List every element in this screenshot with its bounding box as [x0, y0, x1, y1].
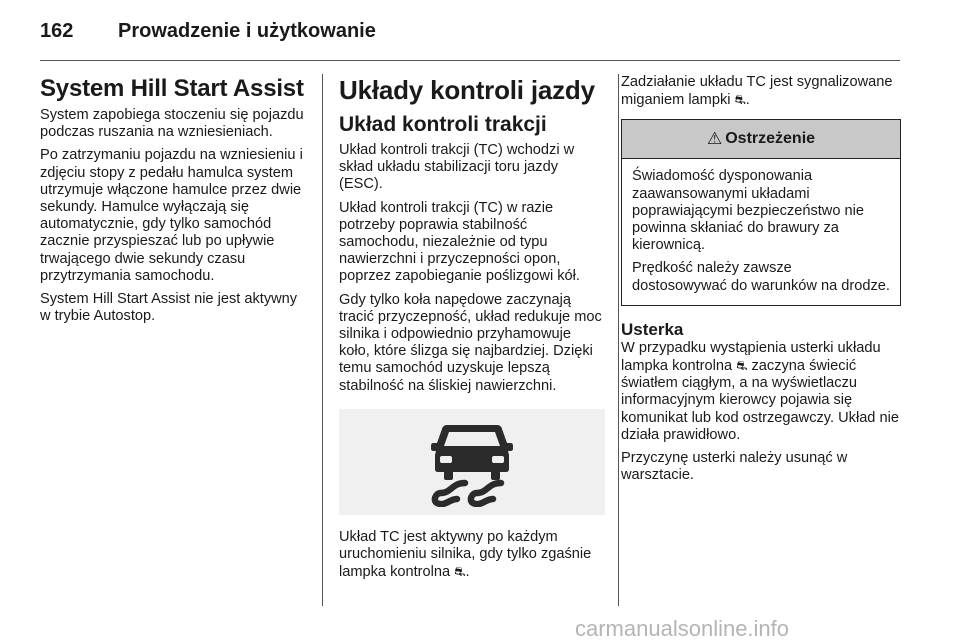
fault-text: zaczyna świecić światłem ciągłym, a na wyświetlaczu informacyjnym kierowcy pojawia się komunikat lub kod ostrzegawczy. Układ nie działa prawidłowo. — [621, 358, 899, 443]
column-left — [40, 74, 304, 331]
warning-box — [621, 119, 901, 305]
fault-text: W przypadku wystąpienia usterki układu lampka kontrolna — [621, 339, 881, 375]
warning-icon: ⚠ — [706, 129, 723, 149]
section-title: Układy kontroli jazdy — [339, 75, 595, 105]
traction-control-icon: ⛐ — [454, 564, 466, 580]
paragraph: System zapobiega stoczeniu się pojazdu podczas ruszania na wzniesieniach. — [40, 107, 304, 141]
traction-control-icon — [427, 417, 517, 507]
warning-header — [622, 120, 900, 159]
paragraph — [621, 74, 901, 109]
traction-control-heading: Układ kontroli trakcji — [339, 113, 547, 136]
warning-title: Ostrzeżenie — [725, 130, 816, 148]
paragraph — [621, 340, 901, 444]
paragraph: Układ kontroli trakcji (TC) w razie potrzeby poprawia stabilność samochodu, niezależnie od typu nawierzchni i przyczepności opon, poprzez zapobieganie poślizgowi kół. — [339, 199, 580, 285]
paragraph: Układ kontroli trakcji (TC) wchodzi w skład układu stabilizacji toru jazdy (ESC). — [339, 142, 575, 193]
tc-intro-text: Zadziałanie układu TC jest sygnalizowane miganiem lampki — [621, 74, 893, 109]
paragraph: Prędkość należy zawsze dostosowywać do warunków na drodze. — [632, 260, 890, 294]
tc-active-text: Układ TC jest aktywny po każdym uruchomieniu silnika, gdy tylko zgaśnie lampka kontrolna — [339, 528, 592, 581]
paragraph: Świadomość dysponowania zaawansowanymi układami poprawiającymi bezpieczeństwo nie powinna skłaniać do brawury za kierownicą. — [632, 168, 864, 254]
column-middle — [339, 74, 605, 587]
traction-control-figure — [339, 409, 605, 515]
paragraph: Gdy tylko koła napędowe zaczynają tracić przyczepność, układ redukuje moc silnika i odpowiednio przyhamowuje koło, które ślizga się najbardziej. Dzięki temu samochód uzyskuje lepszą stabilność na śliskiej nawierzchni. — [339, 291, 602, 394]
warning-body — [622, 159, 900, 304]
paragraph: Przyczynę usterki należy usunąć w warsztacie. — [621, 450, 848, 484]
page-number: 162 — [40, 19, 74, 42]
watermark: carmanualsonline.info — [575, 616, 790, 641]
period: . — [745, 92, 750, 109]
hill-start-heading: System Hill Start Assist — [40, 75, 304, 102]
paragraph — [339, 529, 605, 582]
traction-control-icon: ⛐ — [736, 358, 748, 374]
fault-heading: Usterka — [621, 319, 684, 339]
traction-control-icon: ⛐ — [734, 92, 746, 108]
paragraph: System Hill Start Assist nie jest aktywny w trybie Autostop. — [40, 291, 298, 325]
page-header — [40, 14, 376, 48]
period: . — [465, 564, 470, 581]
paragraph: Po zatrzymaniu pojazdu na wzniesieniu i zdjęciu stopy z pedału hamulca system utrzymuje włączone hamulce przez dwie sekundy. Hamulce wyłączają się automatycznie, gdy tylko samochód zacznie przyspieszać lub po upływie trwającego dwie sekundy czasu przytrzymania samochodu. — [40, 147, 303, 284]
column-divider — [618, 74, 619, 606]
column-right — [621, 74, 901, 490]
header-rule — [40, 60, 900, 61]
column-divider — [322, 74, 323, 606]
running-title: Prowadzenie i użytkowanie — [118, 19, 376, 42]
